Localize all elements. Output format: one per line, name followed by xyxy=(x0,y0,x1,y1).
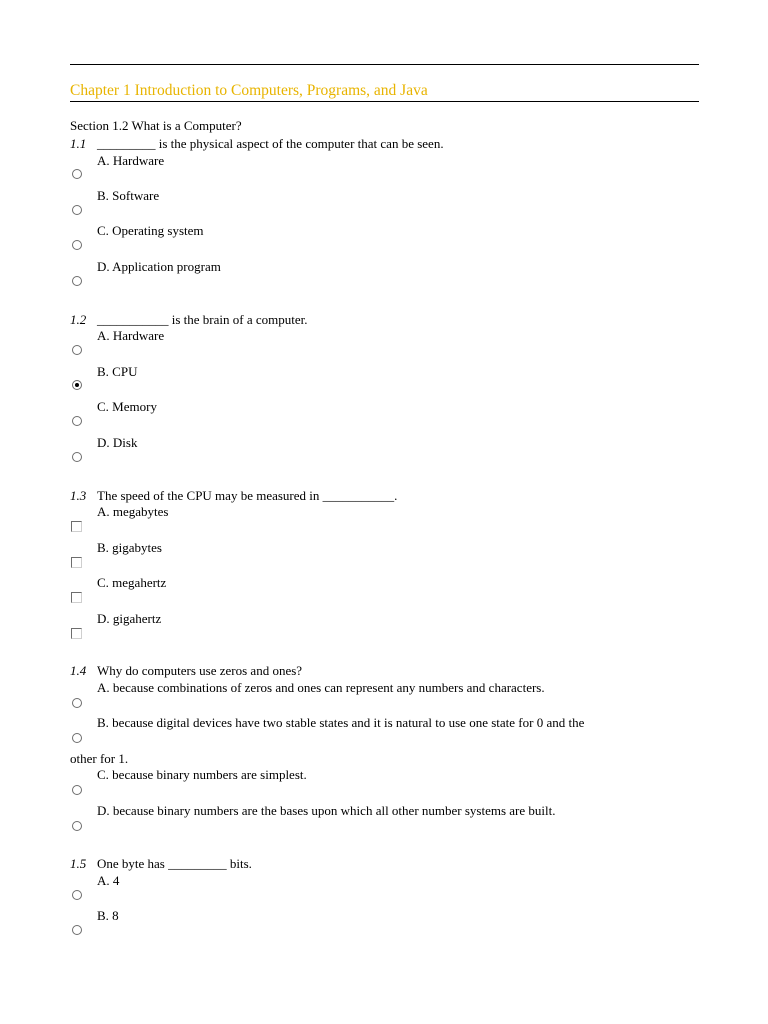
question-text: _________ is the physical aspect of the computer that can be seen. xyxy=(97,136,444,151)
option-label: A. Hardware xyxy=(97,153,165,168)
option-label: C. Operating system xyxy=(97,223,204,238)
radio-button[interactable] xyxy=(72,925,82,935)
radio-button[interactable] xyxy=(72,890,82,900)
option-label: D. because binary numbers are the bases upon which all other number systems are built. xyxy=(97,803,556,818)
option-label: D. gigahertz xyxy=(97,611,162,626)
option-label: D. Application program xyxy=(97,259,221,274)
radio-button[interactable] xyxy=(72,276,82,286)
radio-button[interactable] xyxy=(72,416,82,426)
checkbox[interactable] xyxy=(71,521,82,532)
checkbox[interactable] xyxy=(71,592,82,603)
question-number: 1.4 xyxy=(70,663,87,678)
question-number: 1.3 xyxy=(70,488,87,503)
option-label-continuation: other for 1. xyxy=(70,751,129,766)
option-label: C. because binary numbers are simplest. xyxy=(97,767,307,782)
question-number: 1.2 xyxy=(70,312,87,327)
radio-button[interactable] xyxy=(72,205,82,215)
title-rule xyxy=(70,101,699,102)
question-text: One byte has _________ bits. xyxy=(97,856,252,871)
option-label: C. Memory xyxy=(97,399,157,414)
option-label: A. 4 xyxy=(97,873,120,888)
radio-button[interactable] xyxy=(72,821,82,831)
top-rule xyxy=(70,64,699,65)
chapter-title: Chapter 1 Introduction to Computers, Programs, and Java xyxy=(70,82,428,99)
option-label: A. megabytes xyxy=(97,504,169,519)
radio-button[interactable] xyxy=(72,733,82,743)
radio-button-selected[interactable] xyxy=(72,380,82,390)
radio-button[interactable] xyxy=(72,698,82,708)
option-label: B. 8 xyxy=(97,908,119,923)
question-text: The speed of the CPU may be measured in ___________. xyxy=(97,488,398,503)
question-number: 1.5 xyxy=(70,856,87,871)
option-label: A. because combinations of zeros and ones can represent any numbers and characters. xyxy=(97,680,545,695)
option-label: A. Hardware xyxy=(97,328,165,343)
option-label: B. gigabytes xyxy=(97,540,162,555)
radio-button[interactable] xyxy=(72,785,82,795)
section-heading: Section 1.2 What is a Computer? xyxy=(70,118,242,133)
option-label: C. megahertz xyxy=(97,575,167,590)
radio-button[interactable] xyxy=(72,452,82,462)
question-text: Why do computers use zeros and ones? xyxy=(97,663,303,678)
radio-button[interactable] xyxy=(72,345,82,355)
checkbox[interactable] xyxy=(71,628,82,639)
option-label: B. Software xyxy=(97,188,160,203)
option-label: B. because digital devices have two stable states and it is natural to use one state for 0 and the xyxy=(97,715,585,730)
option-label: D. Disk xyxy=(97,435,138,450)
radio-button[interactable] xyxy=(72,169,82,179)
checkbox[interactable] xyxy=(71,557,82,568)
option-label: B. CPU xyxy=(97,364,138,379)
question-number: 1.1 xyxy=(70,136,87,151)
question-text: ___________ is the brain of a computer. xyxy=(97,312,308,327)
radio-button[interactable] xyxy=(72,240,82,250)
